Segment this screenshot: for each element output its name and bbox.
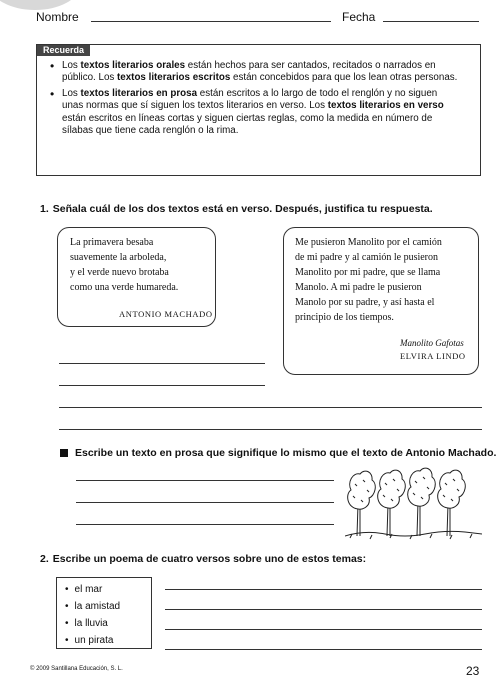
name-field-line[interactable] [91, 21, 331, 22]
answer-line[interactable] [59, 429, 482, 430]
topics-box [56, 577, 152, 649]
topic-item: • un pirata [65, 635, 113, 646]
tree-icon [408, 468, 436, 536]
tree-icon [348, 471, 376, 536]
copyright-footer: © 2009 Santillana Educación, S. L. [30, 666, 123, 672]
recuerda-bullet: • Los textos literarios orales están hechos para ser cantados, recitados o narrados en público. Los textos literarios escritos están concebidos para que los lean otras personas. [50, 60, 460, 85]
date-field-line[interactable] [383, 21, 479, 22]
answer-line[interactable] [165, 609, 482, 610]
tree-icon [438, 470, 466, 536]
answer-line[interactable] [59, 363, 265, 364]
text-b-prose: Me pusieron Manolito por el camión de mi padre y al camión le pusieron Manolito por mi padre, que se llama Manolo. A mi padre le pusieron Manolo por su padre, y así hasta el principio de los tiempos. [295, 237, 442, 323]
subtask-text: Escribe un texto en prosa que signifique lo mismo que el texto de Antonio Machado. [75, 447, 497, 459]
date-label: Fecha [342, 10, 376, 24]
tree-icon [378, 470, 406, 536]
answer-line[interactable] [59, 407, 482, 408]
answer-line[interactable] [76, 524, 334, 525]
text-a-poem: La primavera besaba suavemente la arboleda, y el verde nuevo brotaba como una verde humareda. [70, 237, 179, 293]
text-b-author: ELVIRA LINDO [400, 351, 466, 361]
question-1-title: 1. Señala cuál de los dos textos está en verso. Después, justifica tu respuesta. [40, 203, 433, 215]
answer-line[interactable] [76, 502, 334, 503]
trees-illustration [345, 464, 482, 544]
answer-line[interactable] [59, 385, 265, 386]
answer-line[interactable] [165, 629, 482, 630]
answer-line[interactable] [76, 480, 334, 481]
recuerda-tab: Recuerda [37, 45, 90, 56]
text-a-author: ANTONIO MACHADO [119, 309, 213, 319]
question-2-title: 2. Escribe un poema de cuatro versos sobre uno de estos temas: [40, 553, 367, 565]
recuerda-bullet-list [50, 60, 460, 140]
answer-line[interactable] [165, 589, 482, 590]
name-label: Nombre [36, 10, 79, 24]
corner-decoration [0, 0, 80, 10]
square-bullet-icon [60, 449, 68, 457]
text-b-source-title: Manolito Gafotas [400, 338, 464, 348]
topic-item: • la amistad [65, 601, 120, 612]
page-number: 23 [466, 664, 480, 678]
answer-line[interactable] [165, 649, 482, 650]
recuerda-bullet: • Los textos literarios en prosa están escritos a lo largo de todo el renglón y no siguen unas normas que sí siguen los textos literarios en verso. Los textos literarios en verso están escritos en líneas cortas y siguen ciertas reglas, como la medida en número de sílabas que tiene cada renglón o la rima. [50, 88, 460, 138]
topic-item: • la lluvia [65, 618, 108, 629]
topic-item: • el mar [65, 584, 102, 595]
